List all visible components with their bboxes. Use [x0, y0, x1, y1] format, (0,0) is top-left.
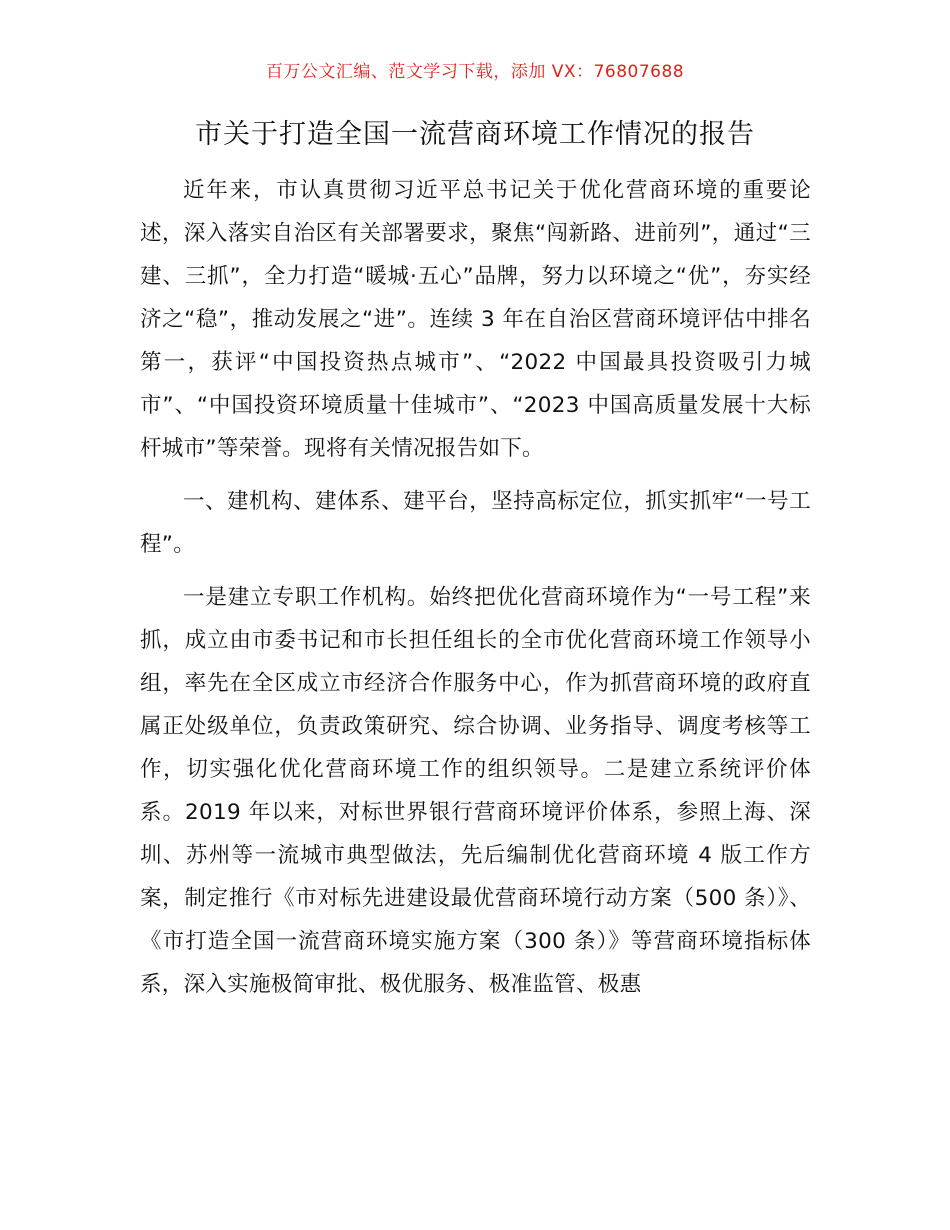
paragraph-spacer — [140, 566, 811, 576]
paragraph-spacer — [140, 470, 811, 480]
document-body — [140, 169, 811, 1006]
paragraph-intro: 近年来，市认真贯彻习近平总书记关于优化营商环境的重要论述，深入落实自治区有关部署要求，聚焦“闯新路、进前列”，通过“三建、三抓”，全力打造“暖城·五心”品牌，努力以环境之“优”，夯实经济之“稳”，推动发展之“进”。连续 3 年在自治区营商环境评估中排名第一，获评“中国投资热点城市”、“2022 中国最具投资吸引力城市”、“中国投资环境质量十佳城市”、“2023 中国高质量发展十大标杆城市”等荣誉。现将有关情况报告如下。 — [140, 178, 811, 461]
header-banner: 百万公文汇编、范文学习下载，添加 VX：76807688 — [265, 62, 685, 82]
paragraph-section-heading-1: 一、建机构、建体系、建平台，坚持高标定位，抓实抓牢“一号工程”。 — [140, 489, 811, 557]
paragraph-section-1-body: 一是建立专职工作机构。始终把优化营商环境作为“一号工程”来抓，成立由市委书记和市长担任组长的全市优化营商环境工作领导小组，率先在全区成立市经济合作服务中心，作为抓营商环境的政府直属正处级单位，负责政策研究、综合协调、业务指导、调度考核等工作，切实强化优化营商环境工作的组织领导。二是建立系统评价体系。2019 年以来，对标世界银行营商环境评价体系，参照上海、深圳、苏州等一流城市典型做法，先后编制优化营商环境 4 版工作方案，制定推行《市对标先进建设最优营商环境行动方案（500 条）》、《市打造全国一流营商环境实施方案（300 条）》等营商环境指标体系，深入实施极简审批、极优服务、极准监管、极惠 — [140, 585, 811, 997]
document-title: 市关于打造全国一流营商环境工作情况的报告 — [195, 119, 755, 150]
